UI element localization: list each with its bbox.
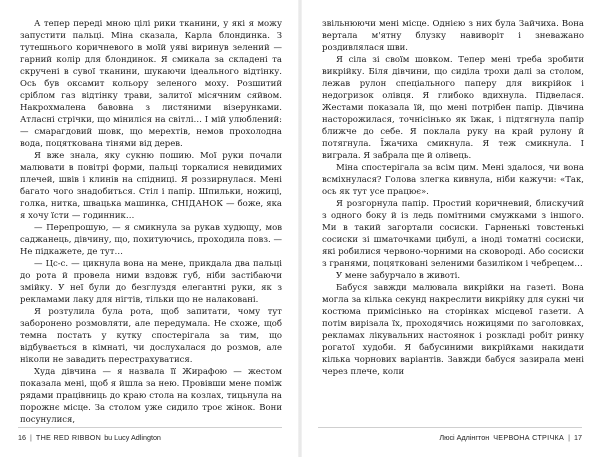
paragraph: — Цс-с. — цикнула вона на мене, прикдала два пальці до рота й провела ними вздовж губ, ніби застібаючи змійку. У неї були до безглуздя елегантні руки, як з рекламами лаку для нігтів, тільки що не налакованi. (20, 259, 282, 305)
paragraph: А тепер переді мною цілі рики тканини, у які я можу запустити пальці. Міна сказала, Карла блондинка. З тутешнього коричневого в моїй уяві виринув зелений — гарний колір для блондинок. Я смикала за складені та скручені в сувої тканини, шукаючи ідеального відтінку. Ось був оксамит кольору зеленого моху. Розшитий сріблом газ відтінку трави, залитої місячним сяйвом. Накрохмалена бавовна з листяними візерунками. Атласні стрічки, що міниліся на світлі… І мій улюблений: — смарагдовий шовк, що мерехтів, немов прохолодна вода, поцяткована тінями від дерев. (20, 19, 282, 149)
author-name: Люсі Адлінгтон (439, 432, 490, 442)
paragraph: Худа дівчина — я назвала її Жирафою — жестом показала мені, щоб я йшла за нею. Провівши мене поміж рядами працівниць до краю стола на козлах, тицьнула на порожнє місце. За столом уже сидило троє жінок. Вони посунулися, (20, 367, 282, 425)
paragraph: Я розтулила була рота, щоб запитати, чому тут заборонено розмовляти, але передумала. Не схоже, щоб темна постать у кутку спостерігала за тим, що відбувається в кімнаті, чи дослухалася до розмов, але ніколи не завадить перестрахуватися. (20, 307, 282, 365)
paragraph: звільнюючи мені місце. Однією з них була Зайчиха. Вона вертала м'ятну блузку навиворіт і зневажано роздивлялася шви. (322, 19, 584, 53)
book-gutter (298, 0, 302, 457)
paragraph: Бабуся завжди малювала викрійки на газеті. Вона могла за кілька секунд накреслити викрійку для сукні чи костюма примісінько на сторінках місцевої газети. А потім вирізала їх, проходячись ножицями по заголовках, рекламах лікувальних настоянок і розкладі робіт ринку рогатої худоби. Я бабусиними викрійками накидати кілька чорнових варіантів. Завжди бабуся зазирала мені через плече, коли (322, 283, 584, 377)
left-page (20, 18, 282, 425)
book-title: ЧЕРВОНА СТРІЧКА (493, 432, 565, 442)
paragraph: Я сіла зі своїм шовком. Тепер мені треба зробити викрійку. Біля дівчини, що сиділа трохи далі за столом, лежав рулон спеціального паперу для викрійок і недогризок олівця. Я глибоко вдихнула. Підвелася. Жестами показала їй, що мені потрібен папір. Дівчина насторожилася, точнісінько як їжак, і підтягнула папір ближче до себе. Я поклала руку на край рулону й потягнула. Їжачиха смикнула. Я теж смикнула. І виграла. Я забрала ще й олівець. (322, 55, 584, 161)
footer-separator: | (30, 432, 32, 442)
paragraph: — Перепрошую, — я смикнула за рукав худющу, мов саджанець, дівчину, що, похитуючись, проходила повз. — Не підкажете, де тут… (20, 223, 282, 257)
page-number: 17 (574, 432, 582, 442)
paragraph: Я розгорнула папір. Простий коричневий, блискучий з одного боку й із ледь помітними смужками з іншого. Ми в такий загортали сосиски. Гарненькі товстенькі сосиски зі шматочками цибулі, а іноді томатні сосиски, які робилися червоно-чорними на сковороді. Або сосиски з гранями, поцятковані зеленими базиліком і чебрецем… (322, 199, 584, 269)
paragraph: У мене забурчало в животі. (336, 271, 461, 281)
left-page-footer (18, 430, 282, 444)
paragraph: Я вже знала, яку сукню пошию. Мої руки почали малювати в повітрі форми, пальці торкалися невидимих плечей, швів і клинів на спідниці. Я роззирнулася. Мені багато чого знадобиться. Стіл і папір. Шпильки, ножиці, голка, нитка, швацька машинка, СНІДАНОК — боже, яка я хочу їсти — годинник… (20, 151, 282, 221)
series-title: THE RED RIBBON (35, 432, 102, 442)
page-number: 16 (18, 432, 26, 442)
paragraph: Міна спостерігала за всім цим. Мені здалося, чи вона всміхнулася? Голова злегка кивнула, ніби кажучи: «Так, ось як тут усе працює». (322, 163, 584, 197)
right-page-footer (318, 430, 582, 444)
footer-rule (318, 427, 582, 428)
footer-separator: | (568, 432, 570, 442)
footer-rule (18, 427, 282, 428)
right-page (322, 18, 584, 418)
author-credit: bu Lucy Adlington (104, 432, 161, 442)
